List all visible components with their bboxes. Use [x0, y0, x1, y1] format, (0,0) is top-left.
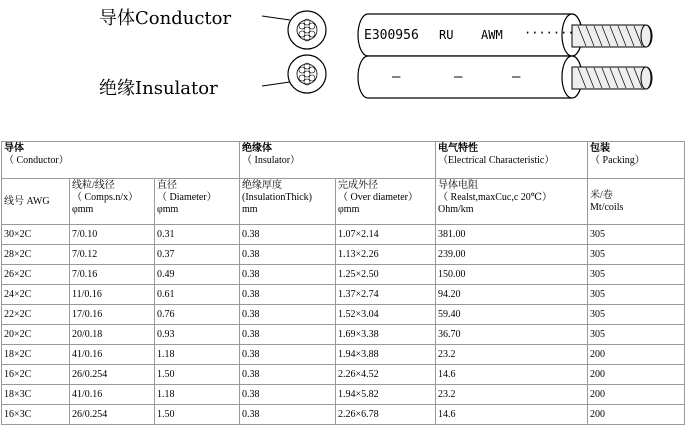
table-cell: 20/0.18 — [70, 325, 155, 345]
table-cell: 26×2C — [2, 265, 70, 285]
table-cell: 305 — [588, 305, 685, 325]
column-header: 导体电阻 （ Realst,maxCuc,c 20℃） Ohm/km — [436, 179, 588, 225]
conductor-leader-line — [262, 16, 290, 20]
table-cell: 18×3C — [2, 385, 70, 405]
insulator-leader-line — [262, 82, 290, 86]
conductor-label: 导体Conductor — [99, 8, 232, 29]
table-row — [2, 285, 685, 305]
table-cell: 1.52×3.04 — [336, 305, 436, 325]
table-cell: 23.2 — [436, 385, 588, 405]
table-cell: 7/0.10 — [70, 225, 155, 245]
table-cell: 1.18 — [155, 385, 240, 405]
table-cell: 0.93 — [155, 325, 240, 345]
table-cell: 0.49 — [155, 265, 240, 285]
table-cell: 305 — [588, 245, 685, 265]
table-cell: 41/0.16 — [70, 345, 155, 365]
column-header-row — [2, 179, 685, 225]
table-cell: 200 — [588, 365, 685, 385]
table-cell: 0.38 — [240, 225, 336, 245]
table-cell: 239.00 — [436, 245, 588, 265]
table-row — [2, 245, 685, 265]
table-cell: 0.76 — [155, 305, 240, 325]
table-cell: 14.6 — [436, 365, 588, 385]
cable-drawing — [0, 0, 690, 130]
table-cell: 94.20 — [436, 285, 588, 305]
cross-section-top-icon — [288, 11, 326, 49]
table-cell: 1.37×2.74 — [336, 285, 436, 305]
table-cell: 14.6 — [436, 405, 588, 425]
table-row — [2, 365, 685, 385]
table-cell: 200 — [588, 345, 685, 365]
insulator-label: 绝缘Insulator — [99, 78, 218, 99]
table-cell: 16×3C — [2, 405, 70, 425]
conductor-strands-bottom-icon — [572, 67, 652, 89]
table-cell: 7/0.16 — [70, 265, 155, 285]
table-cell: 0.61 — [155, 285, 240, 305]
table-cell: 2.26×4.52 — [336, 365, 436, 385]
table-cell: 1.50 — [155, 365, 240, 385]
conductor-strands-top-icon — [572, 25, 652, 47]
table-cell: 0.38 — [240, 345, 336, 365]
column-header: 线粒/线径 （ Comps.n/x） φmm — [70, 179, 155, 225]
table-cell: 0.38 — [240, 385, 336, 405]
table-cell: 381.00 — [436, 225, 588, 245]
table-cell: 0.38 — [240, 245, 336, 265]
table-cell: 200 — [588, 385, 685, 405]
cable-marking-code: E300956 — [364, 28, 419, 43]
table-cell: 26/0.254 — [70, 405, 155, 425]
table-cell: 2.26×6.78 — [336, 405, 436, 425]
table-cell: 150.00 — [436, 265, 588, 285]
table-cell: 305 — [588, 325, 685, 345]
table-cell: 1.13×2.26 — [336, 245, 436, 265]
column-header: 线号 AWG — [2, 179, 70, 225]
table-cell: 305 — [588, 265, 685, 285]
table-row — [2, 305, 685, 325]
table-cell: 23.2 — [436, 345, 588, 365]
table-cell: 18×2C — [2, 345, 70, 365]
table-cell: 26/0.254 — [70, 365, 155, 385]
cross-section-bottom-icon — [288, 55, 326, 93]
spec-table — [1, 141, 685, 425]
table-cell: 1.07×2.14 — [336, 225, 436, 245]
group-header-insulator: 绝缘体 （ Insulator） — [240, 142, 436, 179]
cable-marking-dots: ······· — [524, 26, 575, 40]
table-cell: 7/0.12 — [70, 245, 155, 265]
table-cell: 1.94×5.82 — [336, 385, 436, 405]
table-cell: 11/0.16 — [70, 285, 155, 305]
table-cell: 0.38 — [240, 305, 336, 325]
table-cell: 0.38 — [240, 325, 336, 345]
column-header: 完成外径 （ Over diameter） φmm — [336, 179, 436, 225]
cable-marking-dash: — — [392, 69, 401, 85]
cable-marking-dash: — — [512, 69, 521, 85]
cable-marking-symbol: RU — [439, 28, 454, 42]
table-cell: 16×2C — [2, 365, 70, 385]
table-cell: 305 — [588, 285, 685, 305]
table-cell: 0.38 — [240, 405, 336, 425]
table-cell: 20×2C — [2, 325, 70, 345]
table-cell: 0.38 — [240, 365, 336, 385]
group-header-row — [2, 142, 685, 179]
table-row — [2, 405, 685, 425]
column-header: 直径 （ Diameter） φmm — [155, 179, 240, 225]
column-header: 绝缘厚度 (InsulationThick) mm — [240, 179, 336, 225]
table-cell: 30×2C — [2, 225, 70, 245]
table-row — [2, 345, 685, 365]
table-cell: 22×2C — [2, 305, 70, 325]
table-cell: 28×2C — [2, 245, 70, 265]
table-cell: 1.25×2.50 — [336, 265, 436, 285]
table-cell: 200 — [588, 405, 685, 425]
table-cell: 0.37 — [155, 245, 240, 265]
table-cell: 1.69×3.38 — [336, 325, 436, 345]
table-cell: 1.50 — [155, 405, 240, 425]
cable-marking-dash: — — [454, 69, 463, 85]
table-cell: 24×2C — [2, 285, 70, 305]
table-cell: 305 — [588, 225, 685, 245]
cable-diagram — [0, 0, 690, 130]
group-header-packing: 包装 （ Packing） — [588, 142, 685, 179]
table-cell: 0.38 — [240, 285, 336, 305]
table-cell: 0.31 — [155, 225, 240, 245]
table-cell: 17/0.16 — [70, 305, 155, 325]
group-header-electrical: 电气特性 （Electrical Characteristic） — [436, 142, 588, 179]
table-cell: 1.94×3.88 — [336, 345, 436, 365]
table-cell: 0.38 — [240, 265, 336, 285]
table-body — [2, 225, 685, 425]
table-cell: 41/0.16 — [70, 385, 155, 405]
table-row — [2, 265, 685, 285]
table-cell: 59.40 — [436, 305, 588, 325]
table-cell: 1.18 — [155, 345, 240, 365]
table-cell: 36.70 — [436, 325, 588, 345]
group-header-conductor: 导体 （ Conductor） — [2, 142, 240, 179]
table-row — [2, 325, 685, 345]
table-row — [2, 225, 685, 245]
cable-marking-awm: AWM — [481, 28, 503, 42]
column-header: 米/卷 Mt/coils — [588, 179, 685, 225]
table-row — [2, 385, 685, 405]
